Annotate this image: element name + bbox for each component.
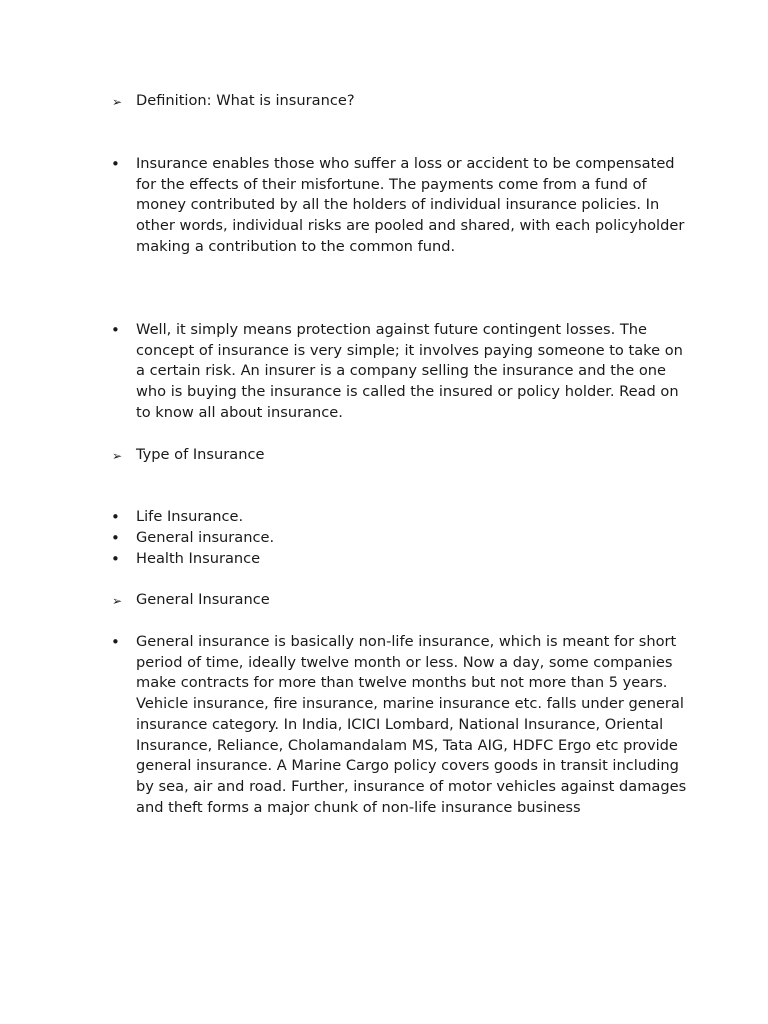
bullet-icon: • (111, 633, 120, 651)
heading-general-text: General Insurance (136, 591, 270, 608)
arrow-bullet-icon: ➢ (112, 594, 123, 608)
definition-paragraph-2 (110, 320, 690, 424)
type-general-insurance: General insurance. (136, 529, 275, 546)
heading-types-text: Type of Insurance (136, 446, 265, 463)
bullet-icon: • (111, 155, 120, 173)
definition-paragraph-1 (110, 154, 690, 258)
bullet-icon: • (111, 550, 120, 568)
type-health-insurance: Health Insurance (136, 550, 261, 567)
type-life-insurance: Life Insurance. (136, 508, 244, 525)
types-list-item (110, 549, 690, 570)
definition-paragraph-2-text: Well, it simply means protection against future contingent losses. The concept of insurance is very simple; it involves paying someone to take on a certain risk. An insurer is a company selling the insurance and the one who is buying the insurance is called the insured or policy holder. Read on to know all about insurance. (136, 321, 683, 421)
bullet-icon: • (111, 508, 120, 526)
heading-types (110, 445, 690, 466)
types-list-item (110, 507, 690, 528)
general-paragraph (110, 632, 690, 818)
heading-definition-text: Definition: What is insurance? (136, 92, 355, 109)
general-paragraph-text: General insurance is basically non-life insurance, which is meant for short period of time, ideally twelve month or less. Now a day, some companies make contracts for more than twelve months but not more than 5 years. Vehicle insurance, fire insurance, marine insurance etc. falls under general insurance category. In India, ICICI Lombard, National Insurance, Oriental Insurance, Reliance, Cholamandalam MS, Tata AIG, HDFC Ergo etc provide general insurance. A Marine Cargo policy covers goods in transit including by sea, air and road. Further, insurance of motor vehicles against damages and theft forms a major chunk of non-life insurance business (136, 633, 687, 816)
definition-paragraph-1-text: Insurance enables those who suffer a loss or accident to be compensated for the effects of their misfortune. The payments come from a fund of money contributed by all the holders of individual insurance policies. In other words, individual risks are pooled and shared, with each policyholder making a contribution to the common fund. (136, 155, 685, 255)
types-list-item (110, 528, 690, 549)
heading-definition (110, 91, 690, 112)
bullet-icon: • (111, 529, 120, 547)
bullet-icon: • (111, 321, 120, 339)
arrow-bullet-icon: ➢ (112, 95, 123, 109)
arrow-bullet-icon: ➢ (112, 449, 123, 463)
heading-general (110, 590, 690, 611)
